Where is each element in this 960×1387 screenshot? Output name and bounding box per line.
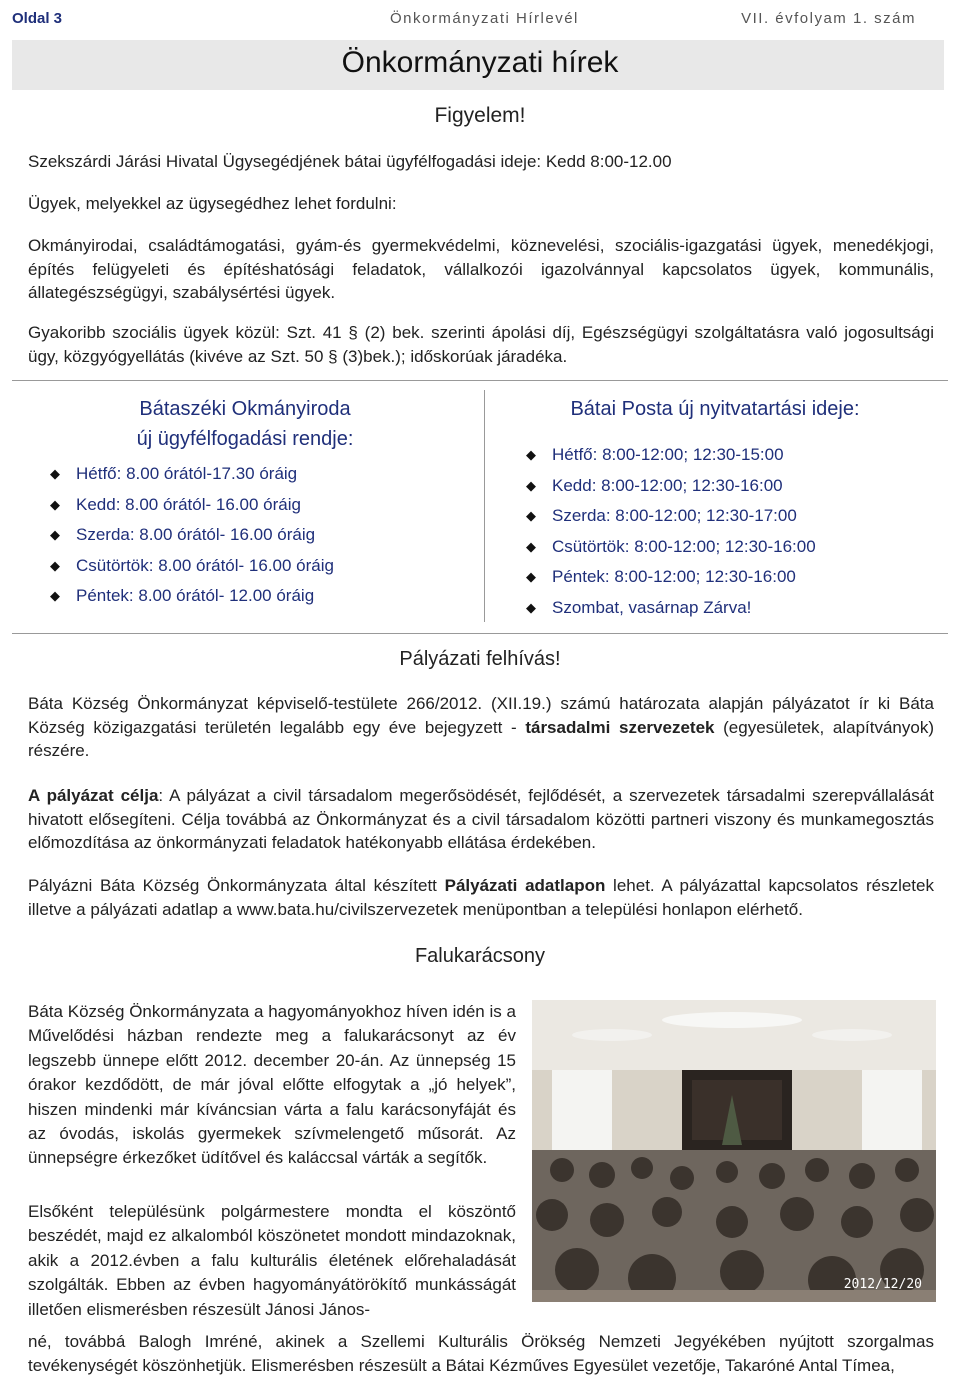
divider: [12, 633, 948, 634]
diamond-bullet-icon: ◆: [50, 557, 60, 573]
christmas-event-photo: [532, 1000, 936, 1302]
diamond-bullet-icon: ◆: [50, 588, 60, 604]
okmanyiroda-box: [60, 394, 430, 454]
photo-date-stamp: 2012/12/20: [843, 1277, 922, 1292]
notice-paragraph-2: Gyakoribb szociális ügyek közül: Szt. 41 § (2) bek. szerinti ápolási díj, Egészségügyi szolgáltatásra való jogosultsági ügy, közgyógyellátás (kivéve az Szt. 50 § (3)bek.); időskorúak járadéka.: [28, 323, 934, 366]
notice-paragraph-1: Okmányirodai, családtámogatási, gyám-és gyermekvédelmi, köznevelési, szociális-igazgatási ügyek, menedékjogi, építés felügyeleti és építéshatósági feladatok, vállalkozói igazolvánnyal kapcsolatos ügyek, kommunális, állategészségügyi, szabálysértési ügyek.: [28, 236, 934, 302]
hall-illustration: [532, 1000, 936, 1302]
page-number: Oldal 3: [12, 10, 63, 27]
tender-paragraph-3: Pályázni Báta Község Önkormányzata által készített Pályázati adatlapon lehet. A pályázattal kapcsolatos részletek illetve a pályázati adatlap a www.bata.hu/civilszervezetek menüpontban a települési honlapon elérhető.: [28, 876, 934, 919]
diamond-bullet-icon: ◆: [526, 538, 536, 554]
list-item: ◆ Péntek: 8:00-12:00; 12:30-16:00: [526, 562, 816, 593]
diamond-bullet-icon: ◆: [526, 508, 536, 524]
list-item: ◆ Kedd: 8.00 órától- 16.00 óráig: [50, 490, 334, 521]
list-item: ◆ Kedd: 8:00-12:00; 12:30-16:00: [526, 471, 816, 502]
office-hours: Szekszárdi Járási Hivatal Ügysegédjének bátai ügyfélfogadási ideje: Kedd 8:00-12.00: [28, 152, 672, 171]
christmas-paragraph-2: Elsőként településünk polgármestere mondta el köszöntő beszédét, majd ez alkalomból köszönetet mondott mindazoknak, akik a 2012.évben a falu kulturális életének előrehaladását szolgálták. Ebben az évben hagyományátörökítő munkásságát illetően elismerésben részesült Jánosi János-: [28, 1202, 516, 1319]
diamond-bullet-icon: ◆: [50, 527, 60, 543]
notice-subtitle: Ügyek, melyekkel az ügysegédhez lehet fordulni:: [28, 194, 397, 213]
notice-title: Figyelem!: [434, 104, 526, 127]
diamond-bullet-icon: ◆: [526, 447, 536, 462]
diamond-bullet-icon: ◆: [526, 477, 536, 493]
divider: [12, 380, 948, 381]
okmanyiroda-title: Bátaszéki Okmányiroda: [139, 398, 351, 420]
diamond-bullet-icon: ◆: [526, 569, 536, 585]
list-item: ◆ Hétfő: 8.00 órától-17.30 óráig: [50, 459, 334, 490]
okmanyiroda-subtitle: új ügyfélfogadási rendje:: [136, 428, 354, 450]
tender-title: Pályázati felhívás!: [399, 648, 561, 670]
tender-paragraph-1: Báta Község Önkormányzat képviselő-testülete 266/2012. (XII.19.) számú határozata alapján pályázatot ír ki Báta Község közigazgatási területén legalább egy éve bejegyzett - társadalmi szervezetek (egyesületek, alapítványok) részére.: [28, 694, 935, 760]
christmas-paragraph-1: Báta Község Önkormányzata a hagyományokhoz híven idén is a Művelődési házban rendezte meg a falukarácsonyt az év legszebb ünnepe előtt 2012. december 20-án. Az ünnepség 15 órakor kezdődött, de már jóval előtte elfogytak a „jó helyek”, hiszen mindenki már kíváncsian várta a falu karácsonyfáját és az óvodás, iskolás gyermekek szívmelengető műsorát. Az ünnepségre érkezőket üdítővel és kaláccsal várták a segítők.: [28, 1002, 516, 1168]
tender-paragraph-2: A pályázat célja: A pályázat a civil társadalom megerősödését, fejlődését, a szervezetek társadalmi szerepvállalását hivatott elősegíteni. Célja továbbá az Önkormányzat és a civil társadalom közötti partneri viszony és munkamegosztás előmozdítása az önkormányzati feladatok hatékonyabb ellátása érdekében.: [28, 786, 934, 852]
okmanyiroda-hours-list: [50, 459, 334, 612]
list-item: ◆ Péntek: 8.00 órától- 12.00 óráig: [50, 581, 334, 612]
volume-info: VII. évfolyam 1. szám: [741, 10, 916, 27]
list-item: ◆ Szerda: 8.00 órától- 16.00 óráig: [50, 520, 334, 551]
column-divider: [484, 390, 485, 622]
posta-hours-list: [526, 440, 816, 624]
list-item: ◆ Hétfő: 8:00-12:00; 12:30-15:00: [526, 440, 816, 471]
christmas-paragraph-3: né, továbbá Balogh Imréné, akinek a Szellemi Kulturális Örökség Nemzeti Jegyékében nyújtott szorgalmas tevékenységét köszönhetjük. Elismerésben részesült a Bátai Kézműves Egyesület vezetője, Takaróné Antal Tímea,: [28, 1332, 934, 1376]
list-item: ◆ Csütörtök: 8.00 órától- 16.00 óráig: [50, 551, 334, 582]
diamond-bullet-icon: ◆: [50, 496, 60, 512]
posta-title: Bátai Posta új nyitvatartási ideje:: [570, 398, 860, 420]
list-item: ◆ Csütörtök: 8:00-12:00; 12:30-16:00: [526, 532, 816, 563]
publication-name: Önkormányzati Hírlevél: [390, 10, 579, 27]
diamond-bullet-icon: ◆: [526, 599, 536, 615]
christmas-title: Falukarácsony: [414, 945, 546, 967]
diamond-bullet-icon: ◆: [50, 466, 60, 481]
main-title: Önkormányzati hírek: [341, 46, 619, 79]
list-item: ◆ Szombat, vasárnap Zárva!: [526, 593, 816, 624]
list-item: ◆ Szerda: 8:00-12:00; 12:30-17:00: [526, 501, 816, 532]
